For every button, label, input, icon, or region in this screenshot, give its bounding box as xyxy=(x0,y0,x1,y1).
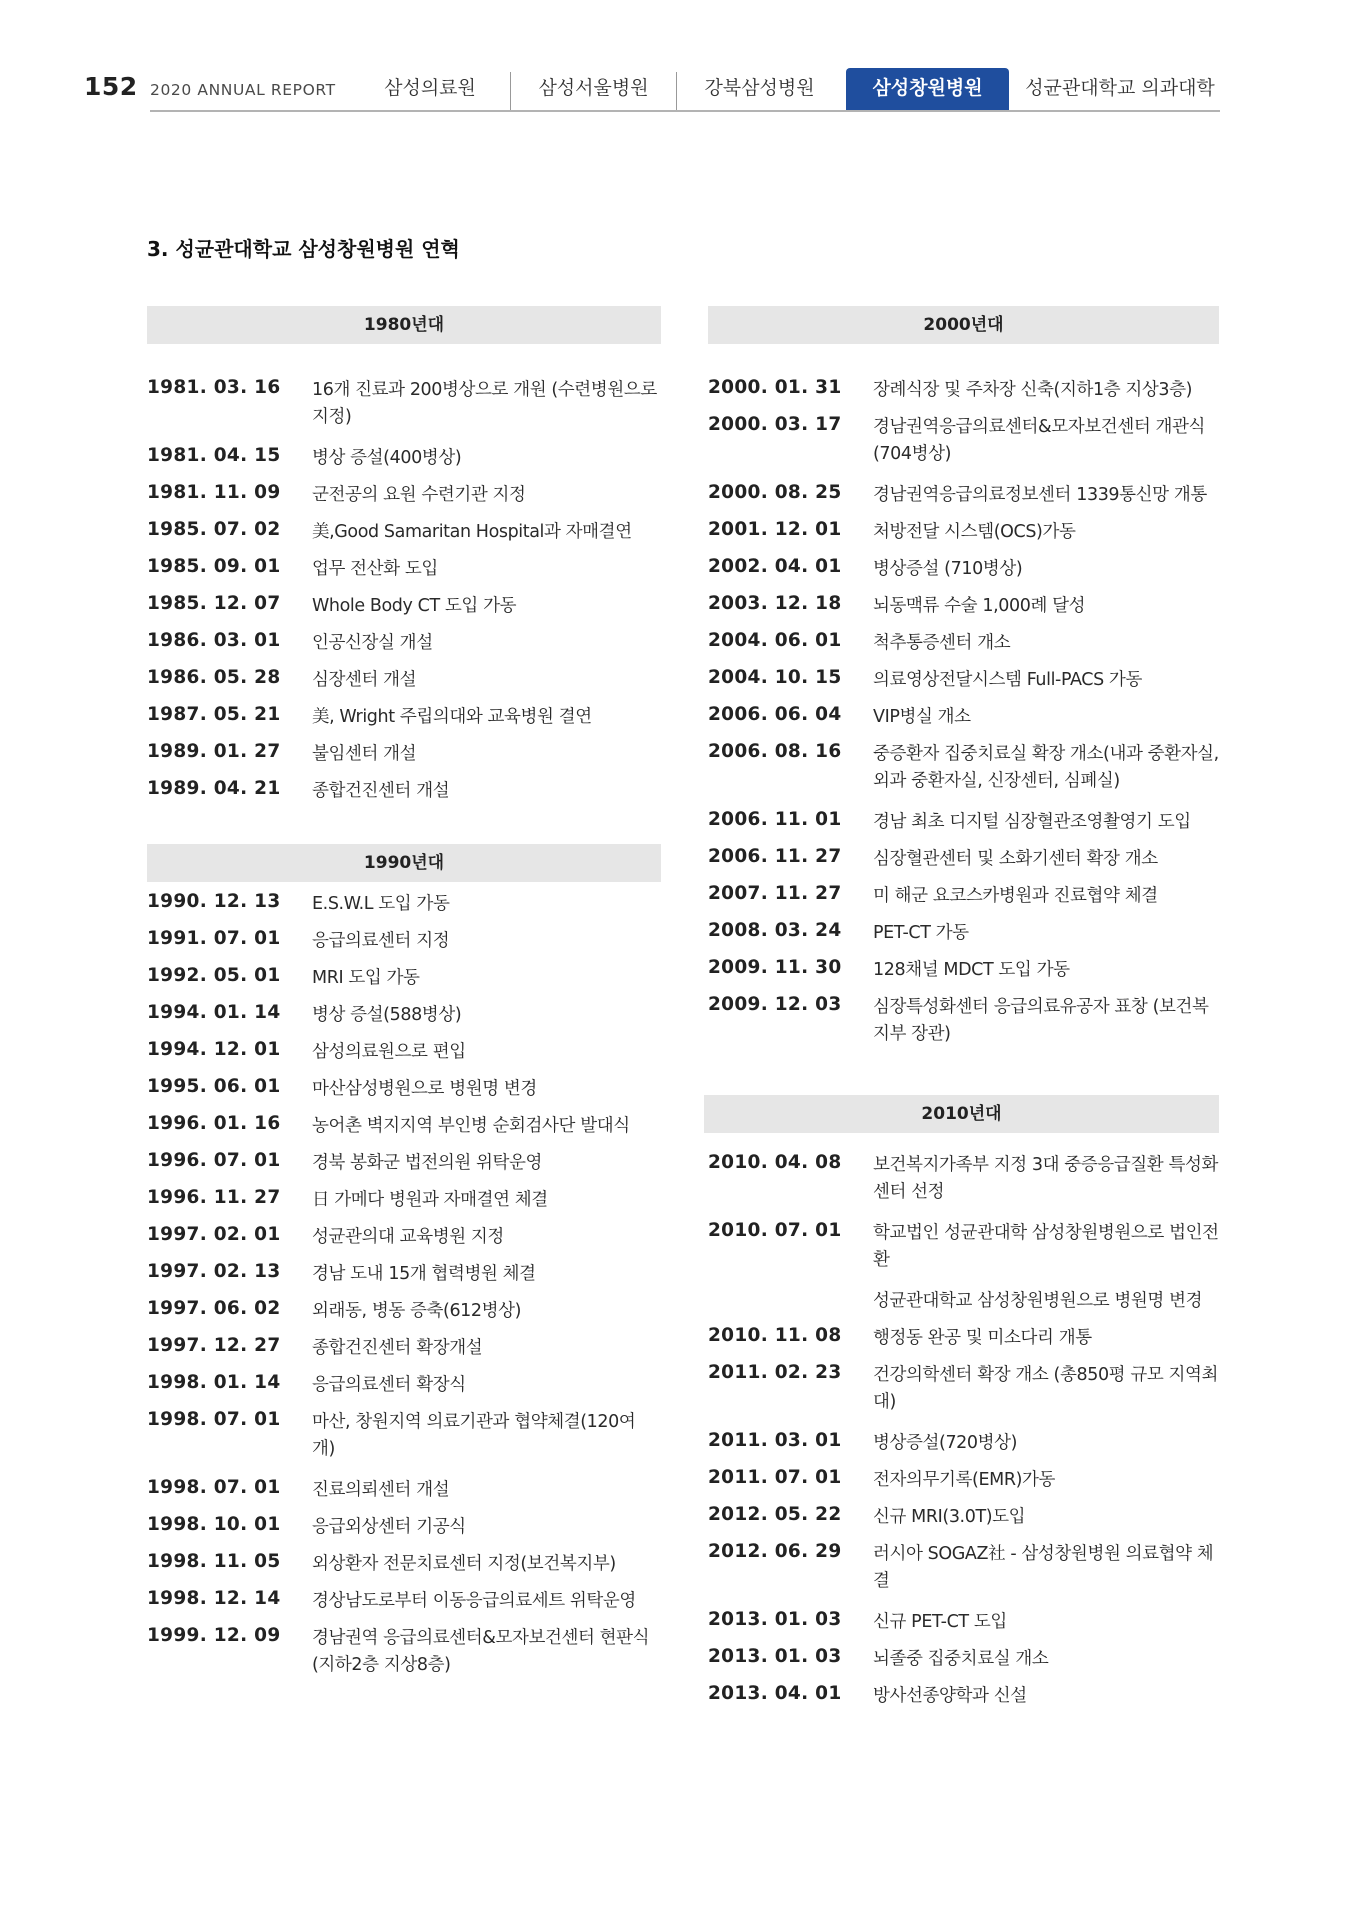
history-date: 1981. 03. 16 xyxy=(147,377,281,398)
history-event: 마산, 창원지역 의료기관과 협약체결(120여개) xyxy=(312,1412,636,1459)
history-row xyxy=(708,878,1219,915)
tab-samsung-seoul-hospital[interactable]: 삼성서울병원 xyxy=(538,77,649,99)
history-date: 1991. 07. 01 xyxy=(147,928,281,949)
history-row xyxy=(708,477,1219,514)
history-date: 2003. 12. 18 xyxy=(708,593,842,614)
history-event: 응급외상센터 기공식 xyxy=(312,1517,466,1537)
history-event: 중증환자 집중치료실 확장 개소(내과 중환자실, 외과 중환자실, 신장센터, 심폐실) xyxy=(873,744,1219,791)
history-list-1980s xyxy=(147,372,661,810)
history-date: 1986. 05. 28 xyxy=(147,667,281,688)
history-row xyxy=(708,662,1219,699)
history-event: 128채널 MDCT 도입 가동 xyxy=(873,960,1070,980)
history-date: 1985. 09. 01 xyxy=(147,556,281,577)
section-title: 3. 성균관대학교 삼성창원병원 연혁 xyxy=(147,237,460,261)
history-date: 2010. 04. 08 xyxy=(708,1152,842,1173)
tab-samsung-medical-center[interactable]: 삼성의료원 xyxy=(384,77,476,99)
history-row xyxy=(708,1641,1219,1678)
history-date: 1985. 07. 02 xyxy=(147,519,281,540)
history-row xyxy=(147,1071,661,1108)
history-event: MRI 도입 가동 xyxy=(312,968,420,988)
history-event: 보건복지가족부 지정 3대 중증응급질환 특성화센터 선정 xyxy=(873,1155,1218,1202)
history-date: 2000. 01. 31 xyxy=(708,377,842,398)
history-row xyxy=(708,514,1219,551)
history-row xyxy=(147,997,661,1034)
history-right-column xyxy=(708,306,1219,1715)
history-event: 경남권역응급의료정보센터 1339통신망 개통 xyxy=(873,485,1207,505)
history-row xyxy=(147,1546,661,1583)
tab-kangbuk-samsung-hospital[interactable]: 강북삼성병원 xyxy=(704,77,815,99)
history-event: 응급의료센터 지정 xyxy=(312,931,450,951)
history-event: 병상 증설(588병상) xyxy=(312,1005,462,1025)
history-date: 2004. 10. 15 xyxy=(708,667,842,688)
history-event: 전자의무기록(EMR)가동 xyxy=(873,1470,1056,1490)
history-event: 병상 증설(400병상) xyxy=(312,448,462,468)
history-date: 2011. 07. 01 xyxy=(708,1467,842,1488)
history-row xyxy=(147,1330,661,1367)
history-date: 1998. 10. 01 xyxy=(147,1514,281,1535)
history-event: 방사선종양학과 신설 xyxy=(873,1686,1027,1706)
history-row xyxy=(708,1536,1219,1604)
page-header xyxy=(0,0,1357,120)
history-date: 2009. 11. 30 xyxy=(708,957,842,978)
history-event: 종합건진센터 확장개설 xyxy=(312,1338,483,1358)
history-event: 병상증설 (710병상) xyxy=(873,559,1023,579)
history-date: 1999. 12. 09 xyxy=(147,1625,281,1646)
history-date: 2001. 12. 01 xyxy=(708,519,842,540)
header-rule xyxy=(150,110,1220,112)
history-date: 1996. 11. 27 xyxy=(147,1187,281,1208)
history-event: 경남권역 응급의료센터&모자보건센터 현판식 (지하2층 지상8층) xyxy=(312,1628,650,1675)
history-event: 러시아 SOGAZ社 - 삼성창원병원 의료협약 체결 xyxy=(873,1544,1214,1591)
history-date: 1997. 06. 02 xyxy=(147,1298,281,1319)
history-date: 2006. 11. 01 xyxy=(708,809,842,830)
tab-samsung-changwon-hospital[interactable]: 삼성창원병원 xyxy=(846,68,1009,110)
history-event: 경남권역응급의료센터&모자보건센터 개관식(704병상) xyxy=(873,417,1206,464)
history-row xyxy=(147,372,661,440)
history-row xyxy=(708,804,1219,841)
history-event: 장례식장 및 주차장 신축(지하1층 지상3층) xyxy=(873,380,1193,400)
history-row xyxy=(147,1472,661,1509)
history-event: 뇌졸중 집중치료실 개소 xyxy=(873,1649,1049,1669)
history-row xyxy=(147,1108,661,1145)
history-row xyxy=(147,886,661,923)
history-event: 미 해군 요코스카병원과 진료협약 체결 xyxy=(873,886,1158,906)
history-date: 2006. 06. 04 xyxy=(708,704,842,725)
history-event: 종합건진센터 개설 xyxy=(312,781,450,801)
history-date: 2013. 01. 03 xyxy=(708,1646,842,1667)
history-row xyxy=(708,625,1219,662)
history-date: 2007. 11. 27 xyxy=(708,883,842,904)
history-row xyxy=(708,1357,1219,1425)
history-date: 1998. 01. 14 xyxy=(147,1372,281,1393)
history-row xyxy=(708,1604,1219,1641)
history-event: 심장특성화센터 응급의료유공자 표창 (보건복지부 장관) xyxy=(873,997,1209,1044)
history-event: 경남 도내 15개 협력병원 체결 xyxy=(312,1264,536,1284)
decade-header-2000s: 2000년대 xyxy=(708,306,1219,344)
history-row xyxy=(147,477,661,514)
history-row xyxy=(708,841,1219,878)
history-date: 2010. 07. 01 xyxy=(708,1220,842,1241)
history-row xyxy=(147,588,661,625)
history-row xyxy=(147,1182,661,1219)
history-row xyxy=(708,588,1219,625)
history-date: 1981. 04. 15 xyxy=(147,445,281,466)
history-date: 1985. 12. 07 xyxy=(147,593,281,614)
history-row xyxy=(147,1620,661,1688)
history-event: 의료영상전달시스템 Full-PACS 가동 xyxy=(873,670,1142,690)
history-date: 1994. 12. 01 xyxy=(147,1039,281,1060)
history-date: 2010. 11. 08 xyxy=(708,1325,842,1346)
history-date: 1987. 05. 21 xyxy=(147,704,281,725)
history-event: 뇌동맥류 수술 1,000례 달성 xyxy=(873,596,1086,616)
history-date: 2013. 01. 03 xyxy=(708,1609,842,1630)
history-row xyxy=(147,440,661,477)
history-event: VIP병실 개소 xyxy=(873,707,971,727)
history-row xyxy=(147,1367,661,1404)
history-row xyxy=(147,551,661,588)
report-title: 2020 ANNUAL REPORT xyxy=(150,81,336,99)
history-date: 2006. 11. 27 xyxy=(708,846,842,867)
history-event: 경상남도로부터 이동응급의료세트 위탁운영 xyxy=(312,1591,636,1611)
history-date: 1986. 03. 01 xyxy=(147,630,281,651)
history-event: 척추통증센터 개소 xyxy=(873,633,1011,653)
history-row xyxy=(708,372,1219,409)
history-date: 2012. 06. 29 xyxy=(708,1541,842,1562)
history-row xyxy=(708,699,1219,736)
history-row xyxy=(147,662,661,699)
history-row xyxy=(708,1215,1219,1283)
history-event: 학교법인 성균관대학 삼성창원병원으로 법인전환 xyxy=(873,1223,1219,1270)
history-row xyxy=(708,989,1219,1057)
history-row xyxy=(708,1499,1219,1536)
decade-header-1990s: 1990년대 xyxy=(147,844,661,882)
history-row xyxy=(147,514,661,551)
history-date: 1998. 12. 14 xyxy=(147,1588,281,1609)
history-event: 삼성의료원으로 편입 xyxy=(312,1042,466,1062)
history-row xyxy=(147,699,661,736)
history-event: 농어촌 벽지지역 부인병 순회검사단 발대식 xyxy=(312,1116,630,1136)
history-date: 1990. 12. 13 xyxy=(147,891,281,912)
history-date: 1994. 01. 14 xyxy=(147,1002,281,1023)
history-date: 2002. 04. 01 xyxy=(708,556,842,577)
history-date: 1998. 11. 05 xyxy=(147,1551,281,1572)
history-event: 日 가메다 병원과 자매결연 체결 xyxy=(312,1190,548,1210)
history-event: 처방전달 시스템(OCS)가동 xyxy=(873,522,1076,542)
history-list-2000s xyxy=(708,372,1219,1057)
history-date: 1996. 07. 01 xyxy=(147,1150,281,1171)
history-event: Whole Body CT 도입 가동 xyxy=(312,596,517,616)
history-event: 경북 봉화군 법전의원 위탁운영 xyxy=(312,1153,543,1173)
history-row xyxy=(147,1583,661,1620)
history-row xyxy=(708,952,1219,989)
history-event: 병상증설(720병상) xyxy=(873,1433,1018,1453)
history-date: 2000. 08. 25 xyxy=(708,482,842,503)
history-date: 2011. 03. 01 xyxy=(708,1430,842,1451)
history-event: 美, Wright 주립의대와 교육병원 결연 xyxy=(312,707,592,727)
history-event: 업무 전산화 도입 xyxy=(312,559,438,579)
history-event: 외상환자 전문치료센터 지정(보건복지부) xyxy=(312,1554,616,1574)
history-row xyxy=(708,915,1219,952)
history-event: 군전공의 요원 수련기관 지정 xyxy=(312,485,526,505)
history-row xyxy=(147,1145,661,1182)
history-row xyxy=(147,1509,661,1546)
history-date: 1998. 07. 01 xyxy=(147,1409,281,1430)
history-date: 1997. 02. 01 xyxy=(147,1224,281,1245)
history-event: 성균관대학교 삼성창원병원으로 병원명 변경 xyxy=(873,1291,1203,1311)
history-list-2010s xyxy=(708,1147,1219,1715)
history-event: 진료의뢰센터 개설 xyxy=(312,1480,450,1500)
history-row xyxy=(147,625,661,662)
history-row xyxy=(147,923,661,960)
history-date: 1989. 04. 21 xyxy=(147,778,281,799)
history-row xyxy=(708,409,1219,477)
history-row xyxy=(708,1283,1219,1320)
history-date: 1997. 02. 13 xyxy=(147,1261,281,1282)
history-date: 1997. 12. 27 xyxy=(147,1335,281,1356)
history-event: 인공신장실 개설 xyxy=(312,633,433,653)
history-date: 1996. 01. 16 xyxy=(147,1113,281,1134)
history-date: 1989. 01. 27 xyxy=(147,741,281,762)
history-date: 1995. 06. 01 xyxy=(147,1076,281,1097)
history-date: 2012. 05. 22 xyxy=(708,1504,842,1525)
history-event: 16개 진료과 200병상으로 개원 (수련병원으로 지정) xyxy=(312,380,657,427)
history-event: 美,Good Samaritan Hospital과 자매결연 xyxy=(312,522,632,542)
history-row xyxy=(708,1320,1219,1357)
decade-header-1980s: 1980년대 xyxy=(147,306,661,344)
history-row xyxy=(708,1147,1219,1215)
history-date: 2013. 04. 01 xyxy=(708,1683,842,1704)
history-left-column xyxy=(147,306,661,1688)
history-date: 1998. 07. 01 xyxy=(147,1477,281,1498)
history-list-1990s xyxy=(147,886,661,1688)
history-row xyxy=(708,736,1219,804)
history-date: 2006. 08. 16 xyxy=(708,741,842,762)
history-date: 2004. 06. 01 xyxy=(708,630,842,651)
decade-header-2010s: 2010년대 xyxy=(704,1095,1219,1133)
history-row xyxy=(147,1404,661,1472)
history-event: 응급의료센터 확장식 xyxy=(312,1375,466,1395)
history-event: 신규 PET-CT 도입 xyxy=(873,1612,1007,1632)
history-row xyxy=(147,1219,661,1256)
history-event: 불임센터 개설 xyxy=(312,744,417,764)
history-date: 1992. 05. 01 xyxy=(147,965,281,986)
history-event: 행정동 완공 및 미소다리 개통 xyxy=(873,1328,1092,1348)
history-event: 외래동, 병동 증축(612병상) xyxy=(312,1301,522,1321)
history-event: 마산삼성병원으로 병원명 변경 xyxy=(312,1079,537,1099)
tab-skku-medical-school[interactable]: 성균관대학교 의과대학 xyxy=(1025,77,1215,99)
history-date: 2000. 03. 17 xyxy=(708,414,842,435)
history-event: E.S.W.L 도입 가동 xyxy=(312,894,450,914)
history-row xyxy=(147,773,661,810)
history-date: 2008. 03. 24 xyxy=(708,920,842,941)
history-date: 1981. 11. 09 xyxy=(147,482,281,503)
history-event: PET-CT 가동 xyxy=(873,923,969,943)
history-row xyxy=(708,1678,1219,1715)
page-number: 152 xyxy=(84,72,138,101)
history-row xyxy=(708,1425,1219,1462)
history-row xyxy=(147,1256,661,1293)
history-row xyxy=(708,551,1219,588)
history-date: 2009. 12. 03 xyxy=(708,994,842,1015)
history-event: 성균관의대 교육병원 지정 xyxy=(312,1227,504,1247)
history-row xyxy=(708,1462,1219,1499)
history-event: 경남 최초 디지털 심장혈관조영촬영기 도입 xyxy=(873,812,1191,832)
history-event: 심장센터 개설 xyxy=(312,670,417,690)
history-event: 건강의학센터 확장 개소 (총850평 규모 지역최대) xyxy=(873,1365,1219,1412)
history-date: 2011. 02. 23 xyxy=(708,1362,842,1383)
history-row xyxy=(147,736,661,773)
history-event: 심장혈관센터 및 소화기센터 확장 개소 xyxy=(873,849,1158,869)
history-row xyxy=(147,1293,661,1330)
history-row xyxy=(147,960,661,997)
history-row xyxy=(147,1034,661,1071)
history-event: 신규 MRI(3.0T)도입 xyxy=(873,1507,1026,1527)
